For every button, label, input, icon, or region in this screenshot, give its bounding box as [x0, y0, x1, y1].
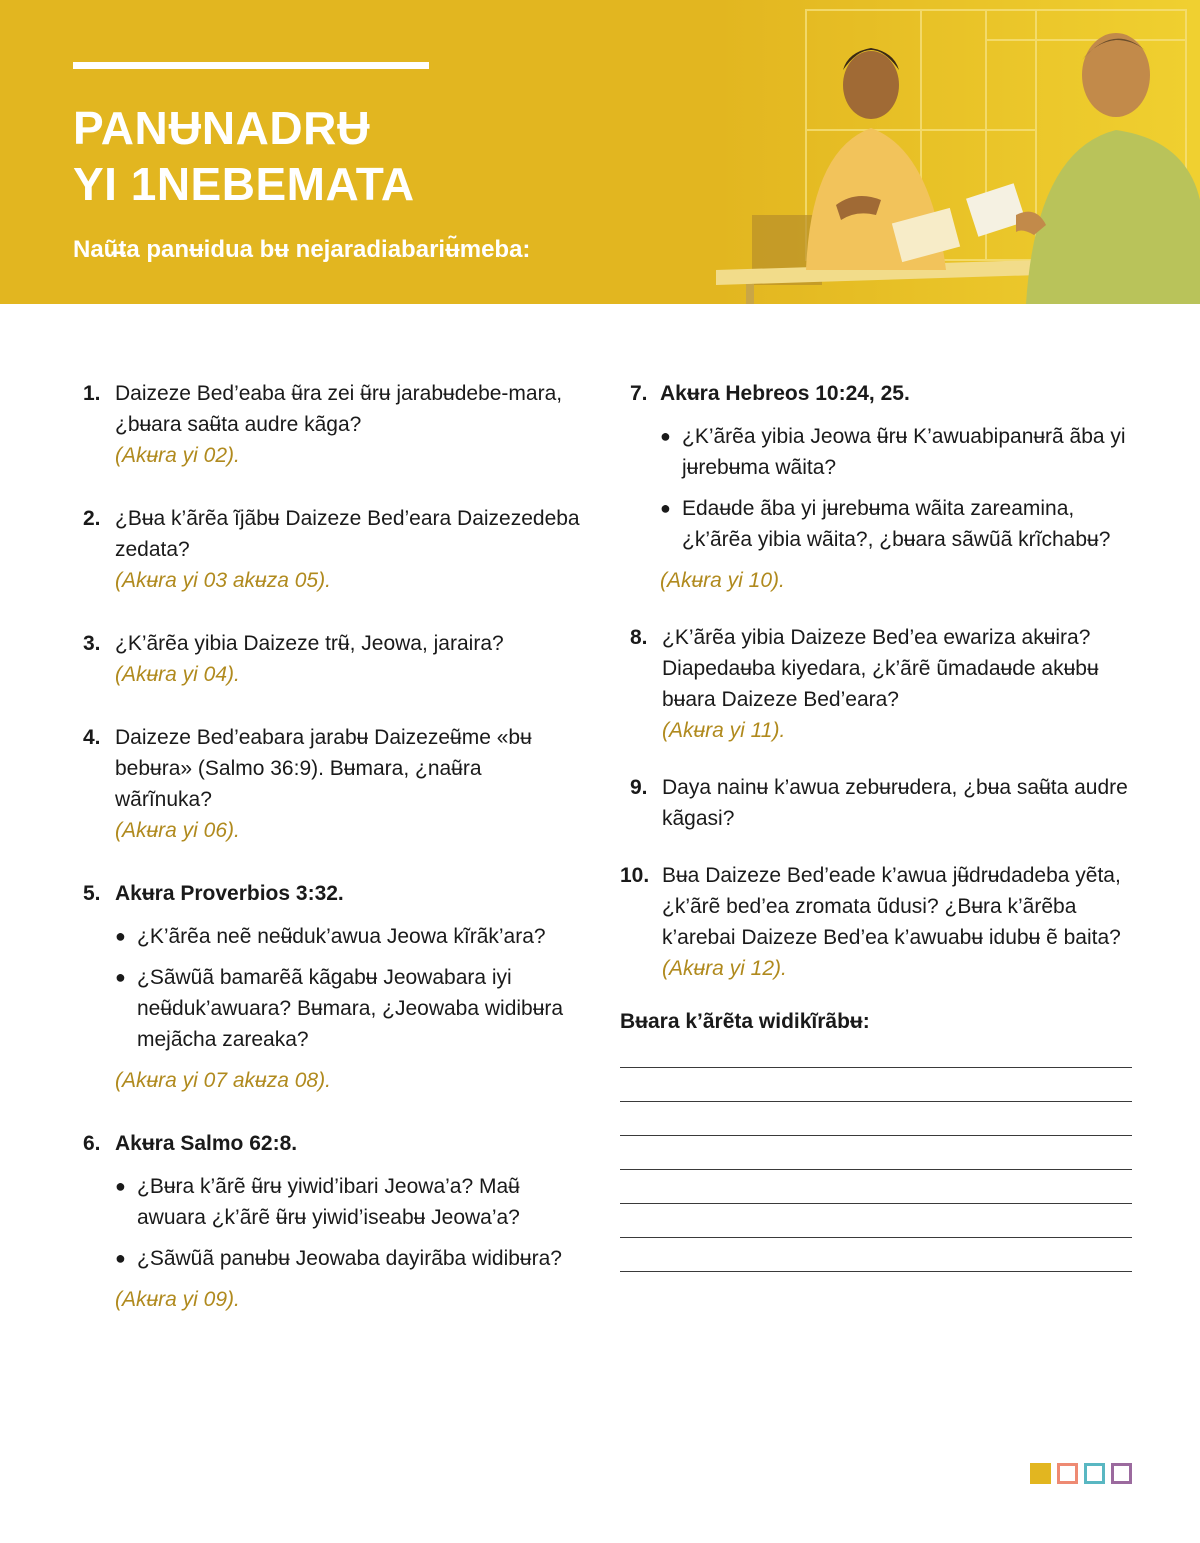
bullet-dot-icon: ●: [660, 498, 671, 518]
bullet-text: ¿K’ãrẽa neẽ neʉ̃duk’awua Jeowa kĩrãk’ara?: [137, 925, 546, 948]
bullet-item: [115, 921, 583, 952]
bullet-dot-icon: ●: [115, 967, 126, 987]
question-number: 4.: [83, 726, 101, 749]
bullet-text: ¿K’ãrẽa yibia Jeowa ʉ̃rʉ K’awuabipanʉrã ãba yi jʉrebʉma wãita?: [682, 425, 1126, 479]
bullet-dot-icon: ●: [115, 926, 126, 946]
question-text: ¿K’ãrẽa yibia Daizeze Bed’ea ewariza akʉira? Diapedaʉba kiyedara, ¿k’ãrẽ ũmadaʉde akʉbʉ bʉara Daizeze Bed’eara?: [662, 626, 1099, 711]
notes-title: Bʉara k’ãrẽta widikĩrãbʉ:: [620, 1010, 870, 1033]
question-2: [83, 503, 583, 596]
bullet-item: [660, 421, 1140, 483]
reference-text: (Akʉra yi 09).: [115, 1288, 240, 1311]
reference-text: (Akʉra yi 06).: [115, 819, 240, 842]
page-title: [73, 100, 415, 212]
question-number: 1.: [83, 382, 101, 405]
question-9: [620, 772, 1140, 834]
bullet-text: ¿Sãwũã panʉbʉ Jeowaba dayirãba widibʉra?: [137, 1247, 562, 1270]
question-text: ¿K’ãrẽa yibia Daizeze trʉ̃, Jeowa, jaraira?: [115, 632, 504, 655]
question-number: 3.: [83, 632, 101, 655]
outline-square-icon: [1084, 1463, 1105, 1484]
header-rule: [73, 62, 429, 69]
page-subtitle: Naũ̶ta panʉidua bʉ nejaradiabariʉ̃meba:: [73, 236, 531, 263]
bullet-item: [115, 962, 583, 1055]
note-line[interactable]: [620, 1170, 1132, 1204]
header-band: [0, 0, 1200, 304]
notes-lines: [620, 1034, 1140, 1272]
bullet-item: [115, 1243, 583, 1274]
question-8: [620, 622, 1140, 746]
bullet-dot-icon: ●: [115, 1248, 126, 1268]
note-line[interactable]: [620, 1136, 1132, 1170]
bullet-dot-icon: ●: [660, 426, 671, 446]
outline-square-icon: [1111, 1463, 1132, 1484]
question-1: [83, 378, 583, 471]
bullet-list: [660, 421, 1140, 555]
bullet-text: Edaʉde ãba yi jʉrebʉma wãita zareamina, ¿k’ãrẽa yibia wãita?, ¿bʉara sãwũã krĩchabʉ?: [682, 497, 1111, 551]
bullet-list: [115, 1171, 583, 1274]
filled-square-icon: [1030, 1463, 1051, 1484]
question-10: [620, 860, 1140, 984]
left-column: [83, 378, 583, 1315]
title-line-2: YI 1NEBEMATA: [73, 158, 415, 210]
title-line-1: PANɄNADRɄ: [73, 102, 371, 154]
question-text: Daya nainʉ k’awua zebʉrʉdera, ¿bʉa saʉ̃ta audre kãgasi?: [662, 776, 1128, 830]
bullet-item: [660, 493, 1140, 555]
reference-text: (Akʉra yi 03 akʉza 05).: [115, 569, 331, 592]
outline-square-icon: [1057, 1463, 1078, 1484]
question-number: 10.: [620, 864, 650, 887]
question-number: 6.: [83, 1132, 101, 1155]
question-7: [620, 378, 1140, 596]
note-line[interactable]: [620, 1204, 1132, 1238]
question-number: 7.: [630, 382, 648, 405]
question-text: Bʉa Daizeze Bed’eade k’awua jʉ̃drʉdadeba yẽta, ¿k’ãrẽ bed’ea zromata ũdusi? ¿Bʉra k’ãrẽba k’arebai Daizeze Bed’ea k’awuabʉ idubʉ ẽ baita?: [662, 864, 1121, 949]
question-4: [83, 722, 583, 846]
note-line[interactable]: [620, 1102, 1132, 1136]
question-number: 8.: [630, 626, 648, 649]
right-column: [620, 378, 1140, 1272]
progress-squares: [1030, 1463, 1132, 1484]
question-text: ¿Bʉa k’ãrẽa ĩjãbʉ Daizeze Bed’eara Daizezedeba zedata?: [115, 507, 580, 561]
question-number: 5.: [83, 882, 101, 905]
bullet-list: [115, 921, 583, 1055]
note-line[interactable]: [620, 1238, 1132, 1272]
question-number: 9.: [630, 776, 648, 799]
bullet-item: [115, 1171, 583, 1233]
question-3: [83, 628, 583, 690]
question-5: [83, 878, 583, 1096]
reference-text: (Akʉra yi 12).: [662, 957, 787, 980]
note-line[interactable]: [620, 1034, 1132, 1068]
reference-text: (Akʉra yi 10).: [660, 569, 785, 592]
reference-text: (Akʉra yi 07 akʉza 08).: [115, 1069, 331, 1092]
reference-text: (Akʉra yi 02).: [115, 444, 240, 467]
question-heading: Akʉra Salmo 62:8.: [115, 1132, 298, 1155]
reference-text: (Akʉra yi 04).: [115, 663, 240, 686]
bullet-text: ¿Sãwũã bamarẽã kãgabʉ Jeowabara iyi neʉ̃duk’awuara? Bʉmara, ¿Jeowaba widibʉra mejãcha zareaka?: [137, 966, 564, 1051]
question-heading: Akʉra Hebreos 10:24, 25.: [660, 382, 910, 405]
question-text: Daizeze Bed’eaba ʉ̃ra zei ʉ̃rʉ jarabʉdebe-mara, ¿bʉara saʉ̃ta audre kãga?: [115, 382, 563, 436]
question-heading: Akʉra Proverbios 3:32.: [115, 882, 344, 905]
bullet-dot-icon: ●: [115, 1176, 126, 1196]
question-text: Daizeze Bed’eabara jarabʉ Daizezeʉ̃me «bʉ bebʉra» (Salmo 36:9). Bʉmara, ¿naʉ̃ra wãrĩnuka?: [115, 726, 532, 811]
question-6: [83, 1128, 583, 1315]
note-line[interactable]: [620, 1068, 1132, 1102]
study-illustration-image: [716, 0, 1200, 304]
bullet-text: ¿Bʉra k’ãrẽ ʉ̃rʉ yiwid’ibari Jeowa’a? Maʉ̃ awuara ¿k’ãrẽ ʉ̃rʉ yiwid’iseabʉ Jeowa’a?: [137, 1175, 520, 1229]
question-number: 2.: [83, 507, 101, 530]
reference-text: (Akʉra yi 11).: [662, 719, 786, 742]
